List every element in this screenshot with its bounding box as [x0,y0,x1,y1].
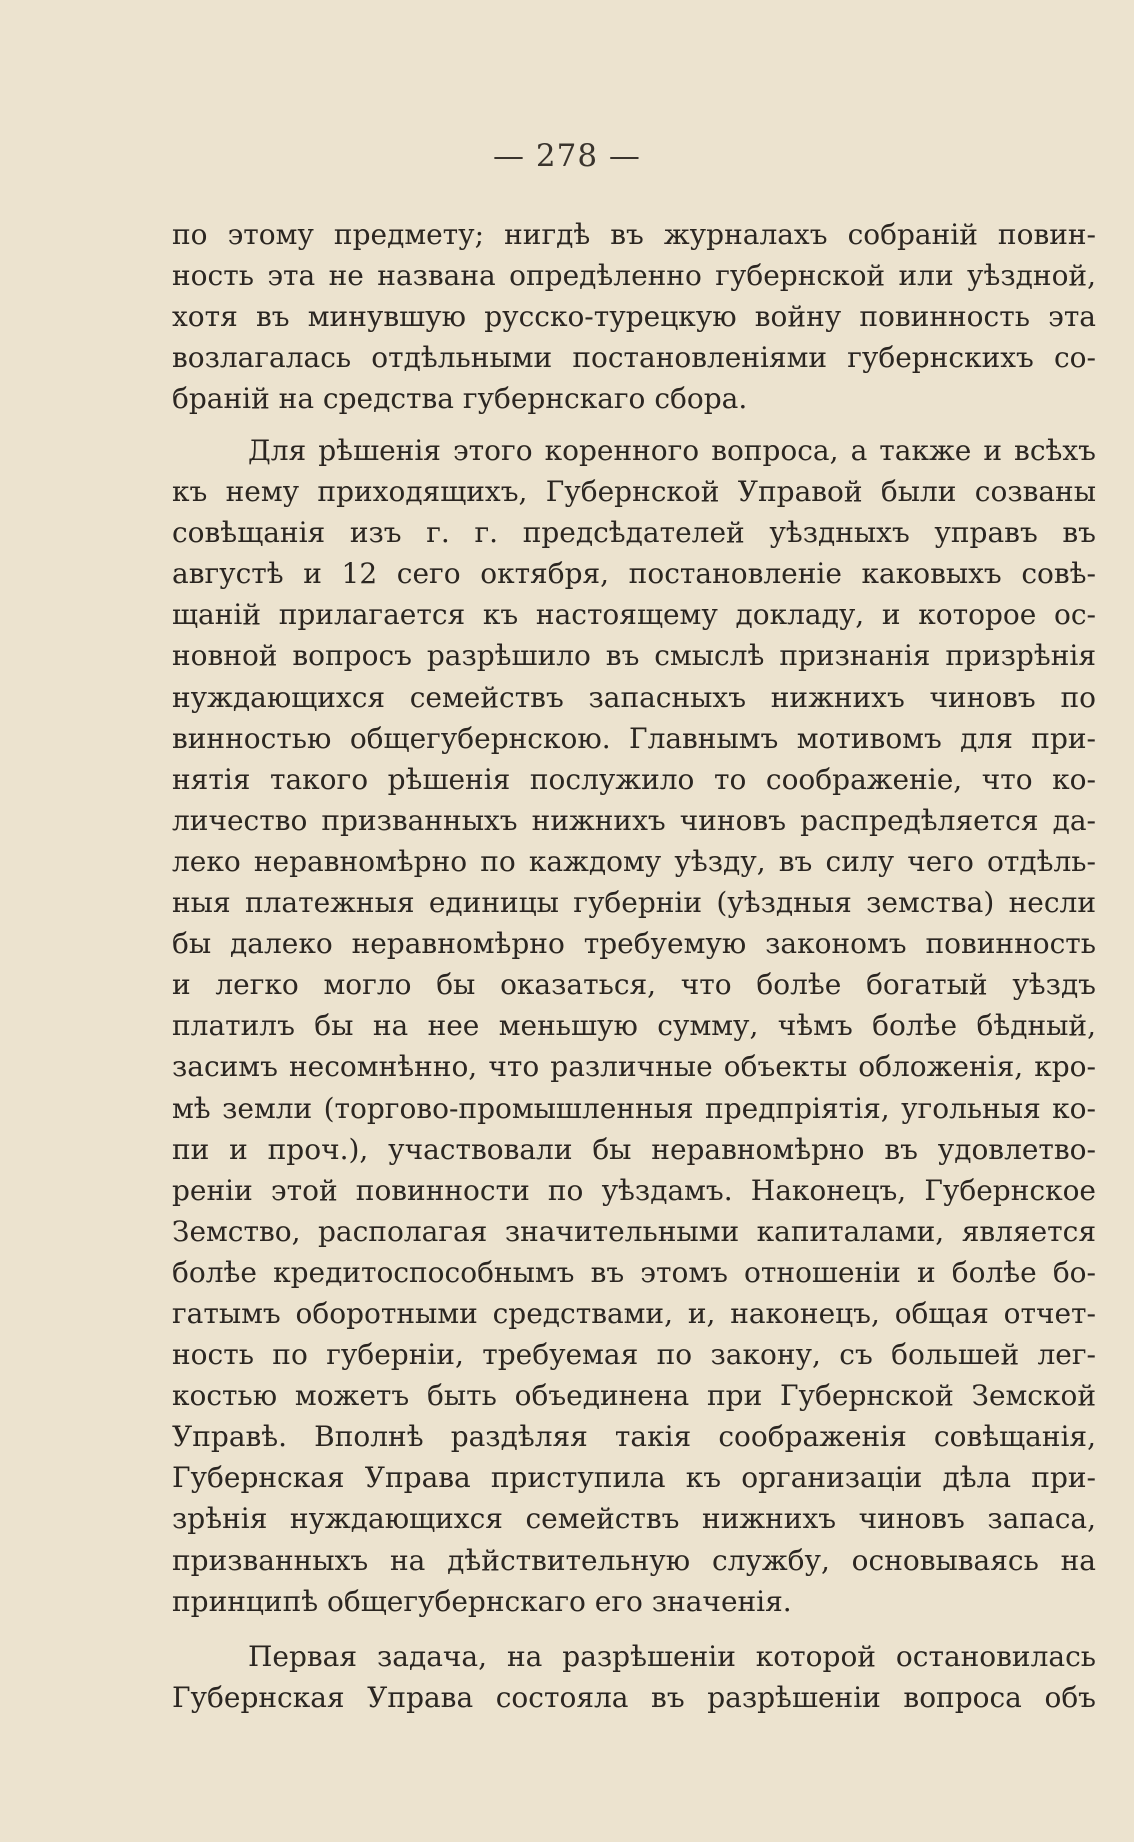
text-line: августѣ и 12 сего октября, постановленіе каковыхъ совѣ- [172,557,1096,591]
text-line: принципѣ общегубернскаго его значенія. [172,1584,792,1618]
text-line: засимъ несомнѣнно, что различные объекты обложенія, кро- [172,1050,1096,1084]
text-line: новной вопросъ разрѣшило въ смыслѣ признанія призрѣнія [172,639,1096,673]
text-line: винностью общегубернскою. Главнымъ мотивомъ для при- [172,721,1096,755]
text-line: Земство, располагая значительными капиталами, является [172,1214,1096,1248]
text-line: Губернская Управа состояла въ разрѣшеніи вопроса объ [172,1681,1096,1715]
text-line: костью можетъ быть объединена при Губернской Земской [172,1379,1096,1413]
text-line: бы далеко неравномѣрно требуемую закономъ повинность [172,927,1096,961]
text-line: Управѣ. Вполнѣ раздѣляя такія соображенія совѣщанія, [172,1420,1096,1454]
text-line: болѣе кредитоспособнымъ въ этомъ отношеніи и болѣе бо- [172,1255,1096,1289]
paragraph-1 [172,214,1096,419]
text-line: возлагалась отдѣльными постановленіями губернскихъ со- [172,341,1096,375]
text-line: совѣщанія изъ г. г. предсѣдателей уѣздныхъ управъ въ [172,516,1096,550]
text-line: мѣ земли (торгово-промышленныя предпріятія, угольныя ко- [172,1091,1096,1125]
text-line: по этому предмету; нигдѣ въ журналахъ собраній повин- [172,218,1096,251]
text-line: реніи этой повинности по уѣздамъ. Наконецъ, Губернское [172,1173,1096,1207]
text-line: личество призванныхъ нижнихъ чиновъ распредѣляется да- [172,803,1096,837]
text-line: ность эта не названа опредѣленно губернской или уѣздной, [172,259,1096,293]
text-line: нятія такого рѣшенія послужило то соображеніе, что ко- [172,762,1096,796]
text-line: нуждающихся семействъ запасныхъ нижнихъ чиновъ по [172,680,1096,714]
text-line: зрѣнія нуждающихся семействъ нижнихъ чиновъ запаса, [172,1502,1096,1536]
text-line: и легко могло бы оказаться, что болѣе богатый уѣздъ [172,968,1096,1002]
text-line: пи и проч.), участвовали бы неравномѣрно въ удовлетво- [172,1132,1096,1166]
text-line: платилъ бы на нее меньшую сумму, чѣмъ болѣе бѣдный, [172,1009,1096,1043]
text-line: ныя платежныя единицы губерніи (уѣздныя земства) несли [172,886,1096,920]
text-line: къ нему приходящихъ, Губернской Управой были созваны [172,475,1096,509]
paragraph-3 [172,1636,1096,1718]
text-line: леко неравномѣрно по каждому уѣзду, въ силу чего отдѣль- [172,844,1096,878]
text-line: Для рѣшенія этого коренного вопроса, а также и всѣхъ [248,434,1096,467]
text-line: ность по губерніи, требуемая по закону, съ большей лег- [172,1338,1096,1372]
text-line: браній на средства губернскаго сбора. [172,382,748,416]
page-number: — 278 — [493,138,641,174]
text-line: хотя въ минувшую русско-турецкую войну повинность эта [172,300,1096,334]
text-line: Первая задача, на разрѣшеніи которой остановилась [248,1640,1096,1673]
text-line: щаній прилагается къ настоящему докладу, и которое ос- [172,598,1096,632]
text-line: гатымъ оборотными средствами, и, наконецъ, общая отчет- [172,1296,1096,1330]
text-line: призванныхъ на дѣйствительную службу, основываясь на [172,1543,1096,1577]
text-line: Губернская Управа приступила къ организаціи дѣла при- [172,1461,1096,1495]
paragraph-2 [172,430,1096,1622]
